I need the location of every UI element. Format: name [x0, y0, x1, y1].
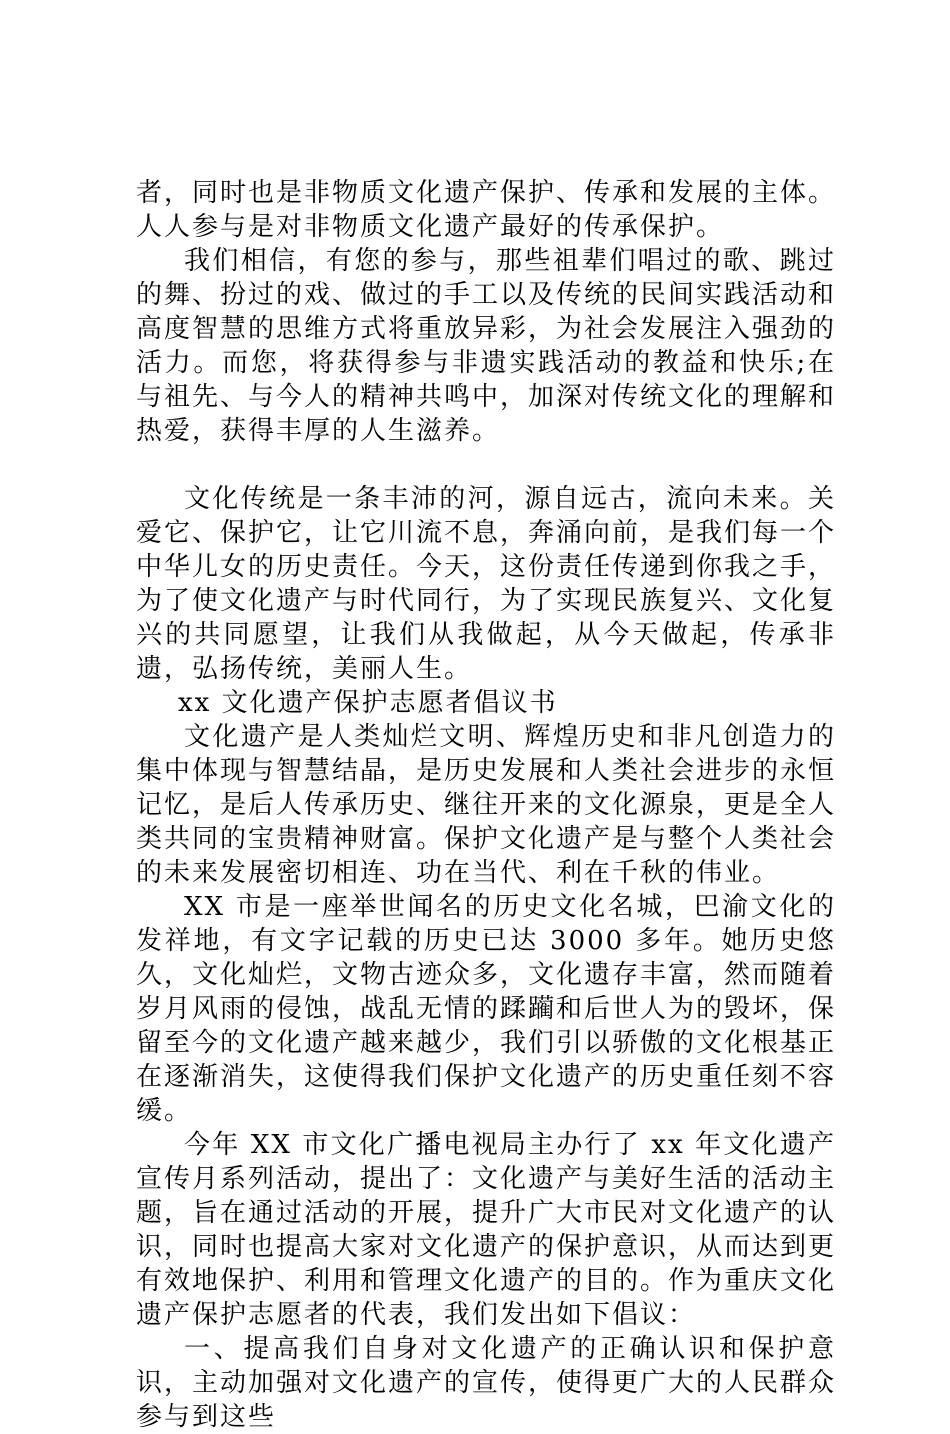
- document-body: [136, 176, 836, 1434]
- paragraph-participation: 我们相信，有您的参与，那些祖辈们唱过的歌、跳过的舞、扮过的戏、做过的手工以及传统的民间实践活动和高度智慧的思维方式将重放异彩，为社会发展注入强劲的活力。而您，将获得参与非遗实践活动的教益和快乐;在与祖先、与今人的精神共鸣中，加深对传统文化的理解和热爱，获得丰厚的人生滋养。: [136, 246, 837, 446]
- paragraph-city-history: XX 市是一座举世闻名的历史文化名城，巴渝文化的发祥地，有文字记载的历史已达 3000 多年。她历史悠久，文化灿烂，文物古迹众多，文化遗存丰富，然而随着岁月风雨的侵蚀，战乱无情的蹂躏和后世人为的毁坏，保留至今的文化遗产越来越少，我们引以骄傲的文化根基正在逐渐消失，这使得我们保护文化遗产的历史重任刻不容缓。: [136, 892, 837, 1126]
- paragraph-tradition: 文化传统是一条丰沛的河，源自远古，流向未来。关爱它、保护它，让它川流不息，奔涌向前，是我们每一个中华儿女的历史责任。今天，这份责任传递到你我之手，为了使文化遗产与时代同行，为了实现民族复兴、文化复兴的共同愿望，让我们从我做起，从今天做起，传承非遗，弘扬传统，美丽人生。: [136, 484, 837, 684]
- paragraph-heritage-intro: 文化遗产是人类灿烂文明、辉煌历史和非凡创造力的集中体现与智慧结晶，是历史发展和人类社会进步的永恒记忆，是后人传承历史、继往开来的文化源泉，更是全人类共同的宝贵精神财富。保护文化遗产是与整个人类社会的未来发展密切相连、功在当代、利在千秋的伟业。: [136, 722, 837, 888]
- paragraph-continuation: 者，同时也是非物质文化遗产保护、传承和发展的主体。人人参与是对非物质文化遗产最好的传承保护。: [136, 178, 837, 242]
- paragraph-activity: 今年 XX 市文化广播电视局主办行了 xx 年文化遗产宣传月系列活动，提出了：文化遗产与美好生活的活动主题，旨在通过活动的开展，提升广大市民对文化遗产的认识，同时也提高大家对文化遗产的保护意识，从而达到更有效地保护、利用和管理文化遗产的目的。作为重庆文化遗产保护志愿者的代表，我们发出如下倡议：: [136, 1130, 837, 1330]
- section-title: xx 文化遗产保护志愿者倡议书: [178, 688, 558, 718]
- paragraph-proposal-one: 一、提高我们自身对文化遗产的正确认识和保护意识，主动加强对文化遗产的宣传，使得更广大的人民群众参与到这些: [136, 1334, 837, 1432]
